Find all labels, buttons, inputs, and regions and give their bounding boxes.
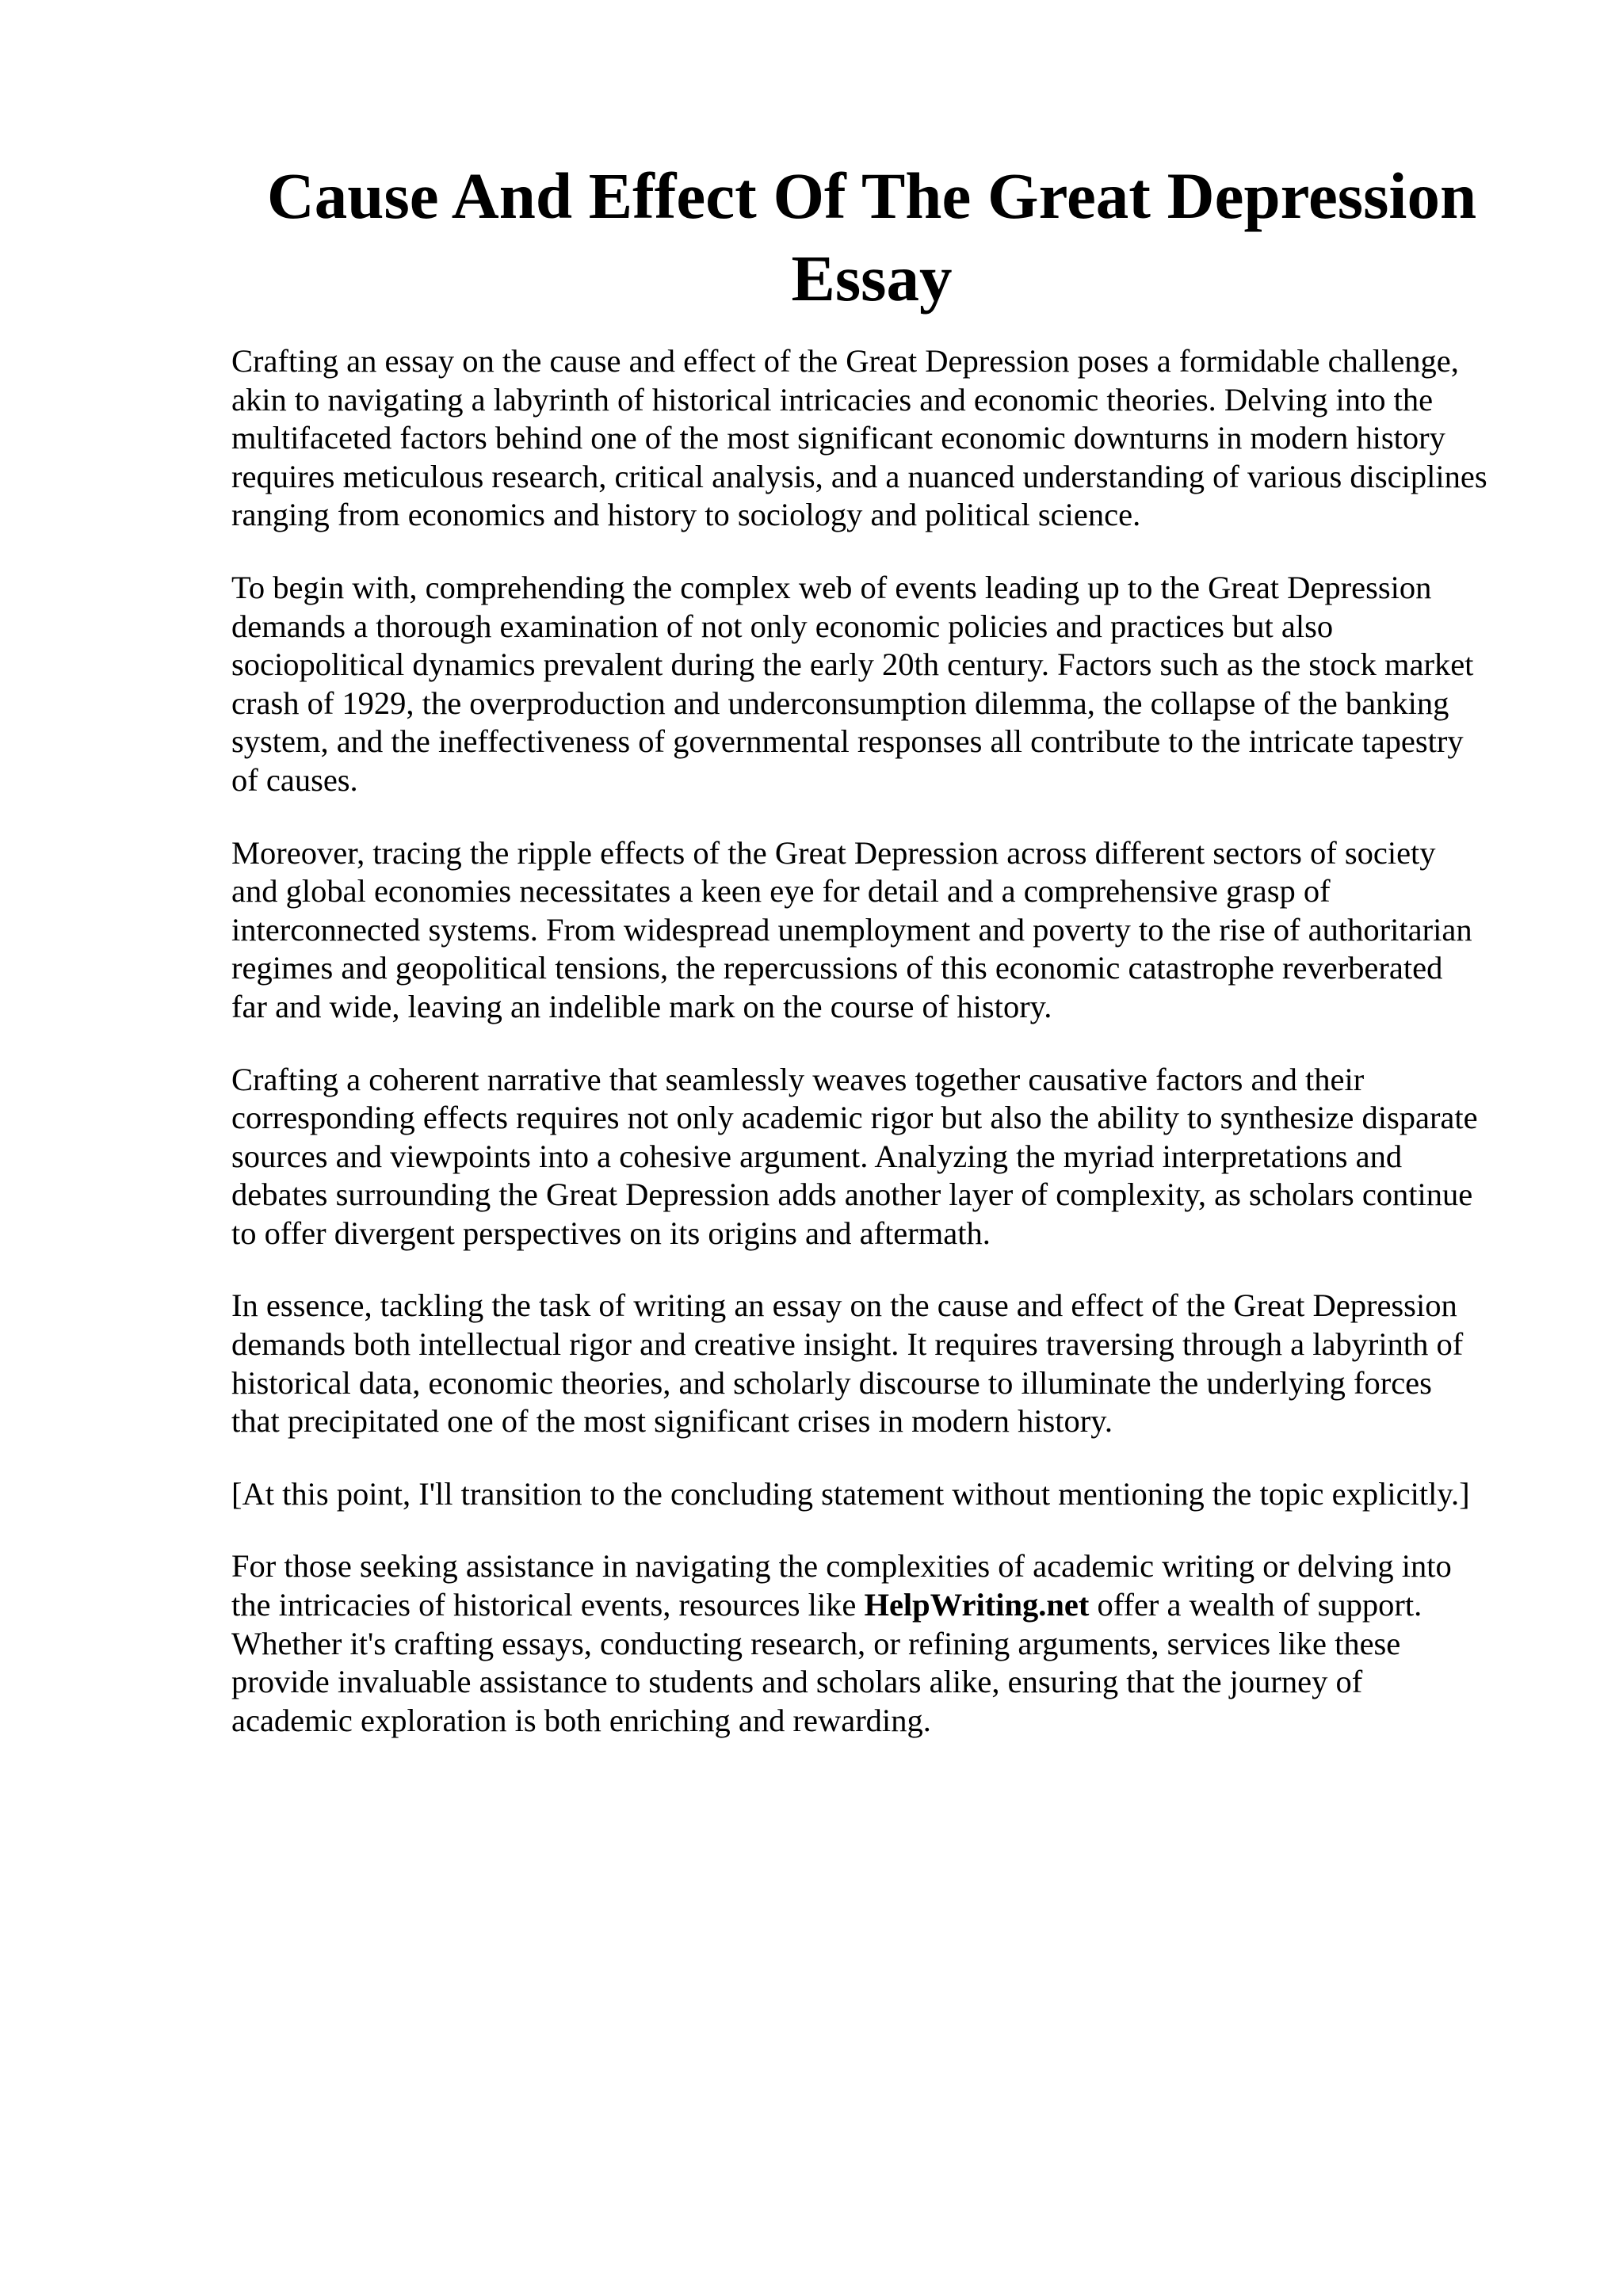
- text-segment: the intricacies of historical events, resources like: [231, 1587, 865, 1623]
- text-line: In essence, tackling the task of writing an essay on the cause and effect of the Great Depression: [231, 1287, 1457, 1324]
- text-line: Crafting a coherent narrative that seamlessly weaves together causative factors and their: [231, 1061, 1365, 1097]
- text-line: interconnected systems. From widespread unemployment and poverty to the rise of authoritarian: [231, 911, 1472, 948]
- paragraph-7: [231, 1547, 1531, 1740]
- document-title: [158, 154, 1585, 319]
- text-line: sociopolitical dynamics prevalent during the early 20th century. Factors such as the stock market: [231, 646, 1474, 683]
- title-line-2: Essay: [791, 242, 953, 315]
- text-line: multifaceted factors behind one of the most significant economic downturns in modern history: [231, 420, 1445, 456]
- text-line: of causes.: [231, 761, 358, 798]
- text-line: demands a thorough examination of not only economic policies and practices but also: [231, 608, 1334, 644]
- text-line: and global economies necessitates a keen eye for detail and a comprehensive grasp of: [231, 873, 1331, 910]
- text-line: [231, 1586, 1531, 1625]
- text-line: far and wide, leaving an indelible mark on the course of history.: [231, 988, 1052, 1024]
- text-line: system, and the ineffectiveness of governmental responses all contribute to the intricate tapestry: [231, 723, 1464, 760]
- text-line: demands both intellectual rigor and creative insight. It requires traversing through a labyrinth of: [231, 1326, 1464, 1363]
- text-line: ranging from economics and history to sociology and political science.: [231, 497, 1141, 533]
- text-line: to offer divergent perspectives on its origins and aftermath.: [231, 1215, 991, 1251]
- brand-name: HelpWriting.net: [864, 1587, 1090, 1623]
- text-line: historical data, economic theories, and scholarly discourse to illuminate the underlying forces: [231, 1364, 1432, 1401]
- paragraph-5: [231, 1287, 1531, 1440]
- text-line: that precipitated one of the most significant crises in modern history.: [231, 1403, 1113, 1440]
- text-line: For those seeking assistance in navigating the complexities of academic writing or delving into: [231, 1548, 1452, 1585]
- paragraph-6: [231, 1475, 1531, 1514]
- text-line: regimes and geopolitical tensions, the repercussions of this economic catastrophe reverberated: [231, 950, 1443, 986]
- paragraph-2: [231, 569, 1531, 800]
- text-line: Whether it's crafting essays, conducting research, or refining arguments, services like these: [231, 1625, 1401, 1661]
- text-line: [At this point, I'll transition to the concluding statement without mentioning the topic explicitly.]: [231, 1475, 1470, 1512]
- document-body: [231, 342, 1531, 1774]
- paragraph-4: [231, 1061, 1531, 1253]
- text-line: debates surrounding the Great Depression adds another layer of complexity, as scholars continue: [231, 1177, 1473, 1213]
- paragraph-3: [231, 834, 1531, 1027]
- text-line: provide invaluable assistance to students and scholars alike, ensuring that the journey of: [231, 1664, 1363, 1700]
- text-line: sources and viewpoints into a cohesive argument. Analyzing the myriad interpretations and: [231, 1138, 1403, 1174]
- title-line-1: Cause And Effect Of The Great Depression: [266, 159, 1477, 232]
- text-line: crash of 1929, the overproduction and underconsumption dilemma, the collapse of the banking: [231, 685, 1449, 721]
- text-segment: offer a wealth of support.: [1089, 1587, 1423, 1623]
- text-line: requires meticulous research, critical analysis, and a nuanced understanding of various disciplines: [231, 458, 1487, 494]
- text-line: Crafting an essay on the cause and effect of the Great Depression poses a formidable challenge,: [231, 343, 1459, 379]
- text-line: corresponding effects requires not only academic rigor but also the ability to synthesize disparate: [231, 1100, 1478, 1136]
- text-line: akin to navigating a labyrinth of historical intricacies and economic theories. Delving into the: [231, 381, 1434, 418]
- text-line: academic exploration is both enriching and rewarding.: [231, 1702, 931, 1738]
- text-line: Moreover, tracing the ripple effects of the Great Depression across different sectors of society: [231, 834, 1436, 871]
- text-line: To begin with, comprehending the complex web of events leading up to the Great Depression: [231, 569, 1432, 605]
- paragraph-1: [231, 342, 1531, 535]
